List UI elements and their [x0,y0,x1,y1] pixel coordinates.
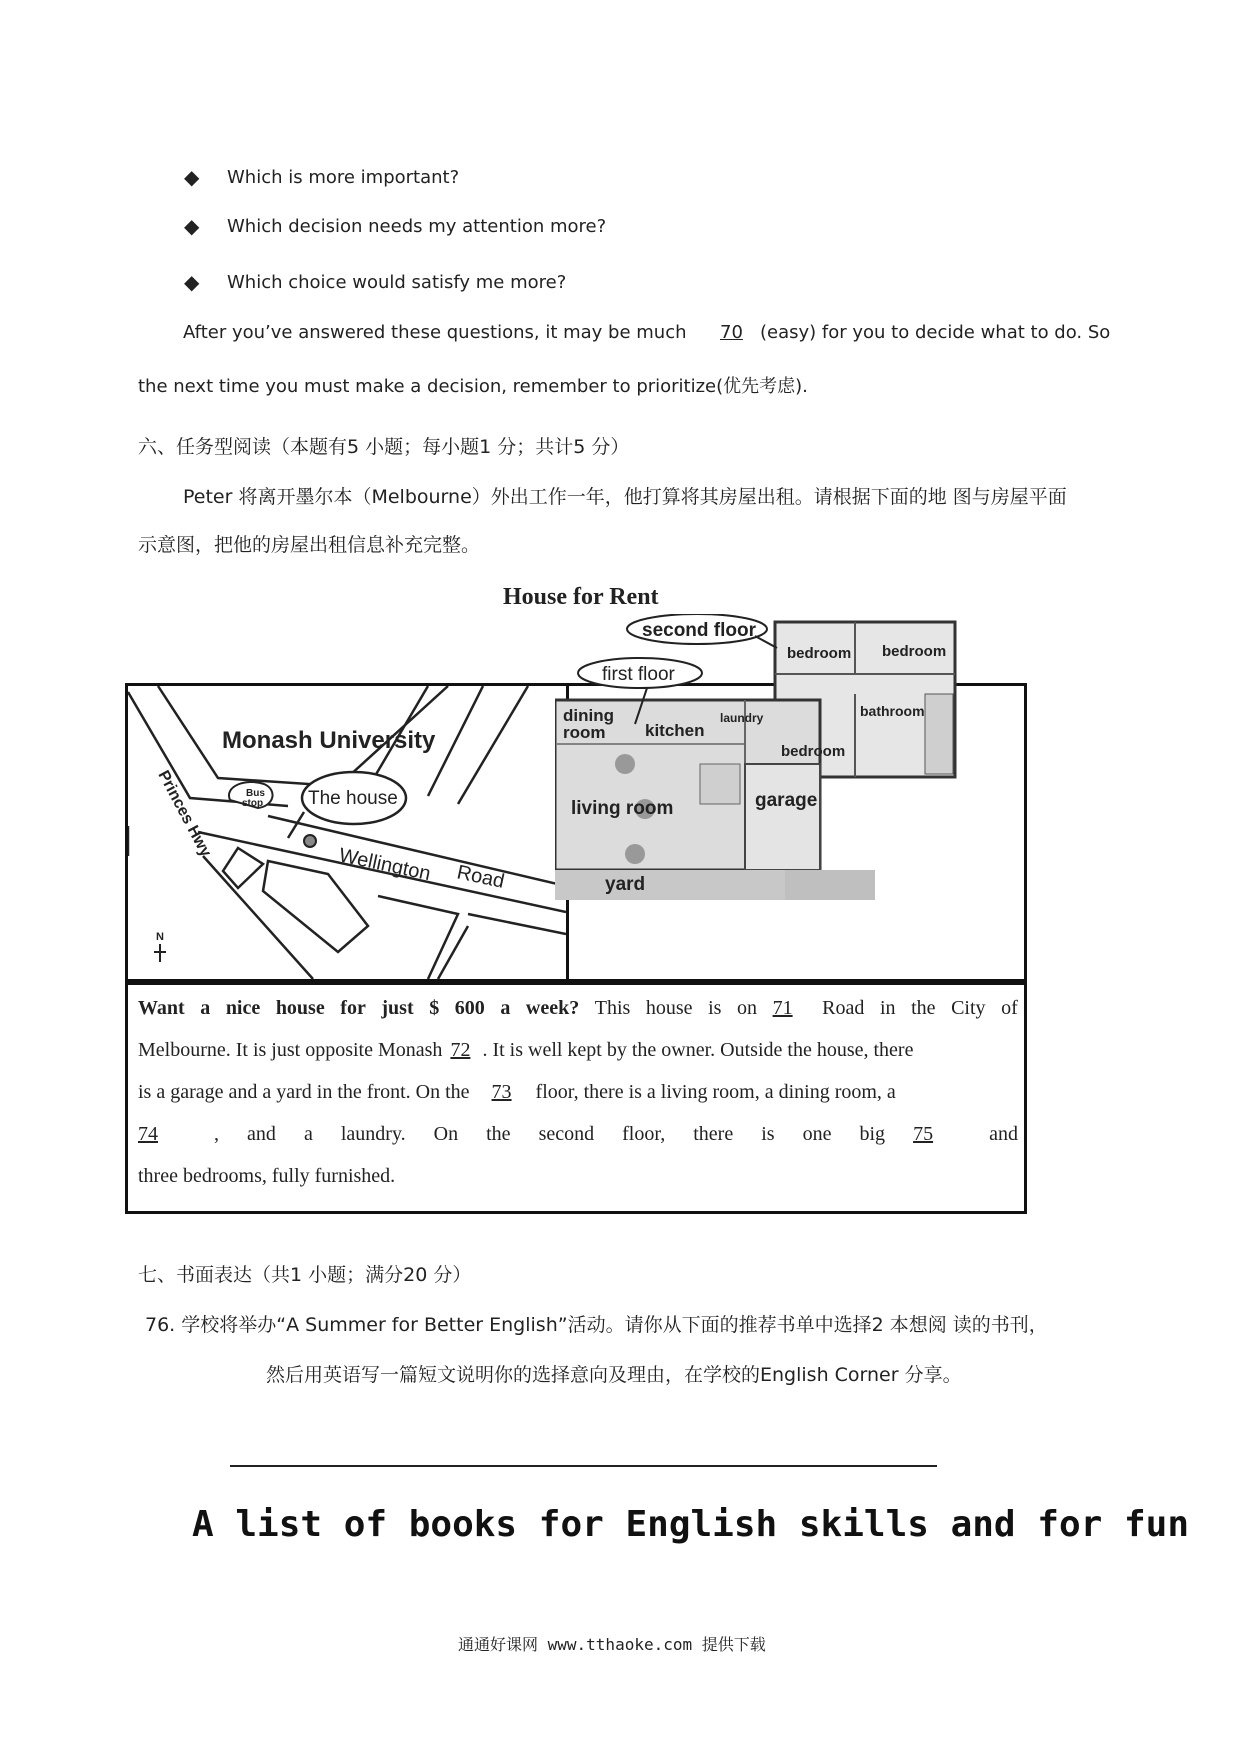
bus-stop-label: Bus [246,788,265,799]
ad-word: Road [822,997,865,1019]
room-label: yard [605,874,646,895]
ad-word: and [989,1123,1018,1145]
ad-line-5 [138,1165,1018,1188]
section6-instruction-2: 示意图，把他的房屋出租信息补充完整。 [138,534,481,556]
ad-text: three bedrooms, fully furnished. [138,1165,396,1187]
ad-word: on [737,997,758,1019]
para70-line2: the next time you must make a decision, remember to prioritize(优先考虑). [138,376,808,397]
section7-heading: 七、书面表达（共1 小题；满分20 分） [138,1264,472,1286]
para70-text: After you’ve answered these questions, it may be much [183,322,687,343]
ad-word: 600 [454,997,485,1019]
room-label: dining [563,706,614,725]
ad-text: floor, there is a living room, a dining room, a [535,1081,896,1103]
room-label: bedroom [781,743,846,760]
ad-word: house [645,997,693,1019]
map-university: Monash University [222,727,436,754]
street-map [128,686,566,979]
ad-box-top-border [125,982,1027,985]
question-76-line2: 然后用英语写一篇短文说明你的选择意向及理由，在学校的English Corner 分享。 [266,1364,962,1386]
bullet-icon: ◆ [184,165,200,189]
road-label: Wellington [336,844,433,886]
ad-text: . It is well kept by the owner. Outside the house, there [482,1039,914,1061]
booklist-title: A list of books for English skills and for fun [192,1504,1189,1545]
ad-line-1 [138,997,1018,1020]
blank-71: 71 [772,997,793,1019]
ad-line-3 [138,1081,1018,1104]
question-line: Which choice would satisfy me more? [227,272,567,293]
ad-word: , [214,1123,220,1145]
bullet-icon: ◆ [184,214,200,238]
ad-word: a [303,1123,313,1145]
ad-text: Melbourne. It is just opposite Monash [138,1039,443,1061]
bullet-icon: ◆ [184,270,200,294]
house-label: The house [308,788,398,809]
road-label: Road [454,861,507,893]
ad-word: floor, [622,1123,666,1145]
ad-word: of [1001,997,1018,1019]
hwy-label: Princes Hwy [154,767,215,860]
room-label: kitchen [645,721,705,740]
ad-word: a [500,997,511,1019]
second-floor-label: second floor [642,620,757,641]
blank-72: 72 [450,1039,471,1061]
blank-74: 74 [138,1123,158,1145]
ad-word: second [538,1123,595,1145]
ad-word: house [275,997,325,1019]
ad-word: just [381,997,414,1019]
rent-title: House for Rent [503,584,659,610]
ad-word: On [433,1123,459,1145]
section6-heading: 六、任务型阅读（本题有5 小题；每小题1 分；共计5 分） [138,436,630,458]
ad-word: for [340,997,366,1019]
ad-word: This [594,997,631,1019]
ad-word: is [761,1123,775,1145]
ad-word: one [802,1123,832,1145]
bus-stop-label: stop [242,798,264,809]
ad-word: the [486,1123,511,1145]
blank-73: 73 [491,1081,512,1103]
room-label: garage [755,790,818,811]
question-line: Which decision needs my attention more? [227,216,607,237]
ad-word: Want [138,997,185,1019]
ad-line-2 [138,1039,1018,1062]
ad-word: and [247,1123,276,1145]
para70-text-after: (easy) for you to decide what to do. So [760,322,1111,343]
ad-word: $ [429,997,440,1019]
ad-word: is [708,997,722,1019]
question-line: Which is more important? [227,167,460,188]
room-label: bedroom [882,643,947,660]
blank-75: 75 [913,1123,934,1145]
ad-word: the [911,997,936,1019]
north-arrow-icon [154,944,166,962]
floor-plan [555,614,975,900]
ad-word: laundry. [340,1123,406,1145]
room-label: bathroom [860,703,925,719]
ad-word: nice [225,997,261,1019]
ad-line-4 [138,1123,1018,1146]
room-label: room [563,723,606,742]
divider-line [230,1465,937,1467]
ad-text: is a garage and a yard in the front. On the [138,1081,470,1103]
ad-word: in [879,997,896,1019]
ad-word: week? [525,997,580,1019]
first-floor-label: first floor [602,664,675,685]
house-marker [304,835,316,847]
question-76: 76. 学校将举办“A Summer for Better English”活动。请你从下面的推荐书单中选择2 本想阅 读的书刊， [145,1314,1048,1336]
page-footer: 通通好课网 www.tthaoke.com 提供下载 [458,1635,766,1654]
ad-word: a [200,997,211,1019]
section6-instruction: Peter 将离开墨尔本（Melbourne）外出工作一年，他打算将其房屋出租。请根据下面的地 图与房屋平面 [183,486,1067,508]
north-label: N [156,931,164,943]
room-label: bedroom [787,645,852,662]
room-label: living room [571,798,674,819]
room-label: laundry [720,711,764,725]
ad-word: big [859,1123,886,1145]
ad-word: there [693,1123,734,1145]
ad-word: City [951,997,986,1019]
blank-70: 70 [720,322,743,343]
